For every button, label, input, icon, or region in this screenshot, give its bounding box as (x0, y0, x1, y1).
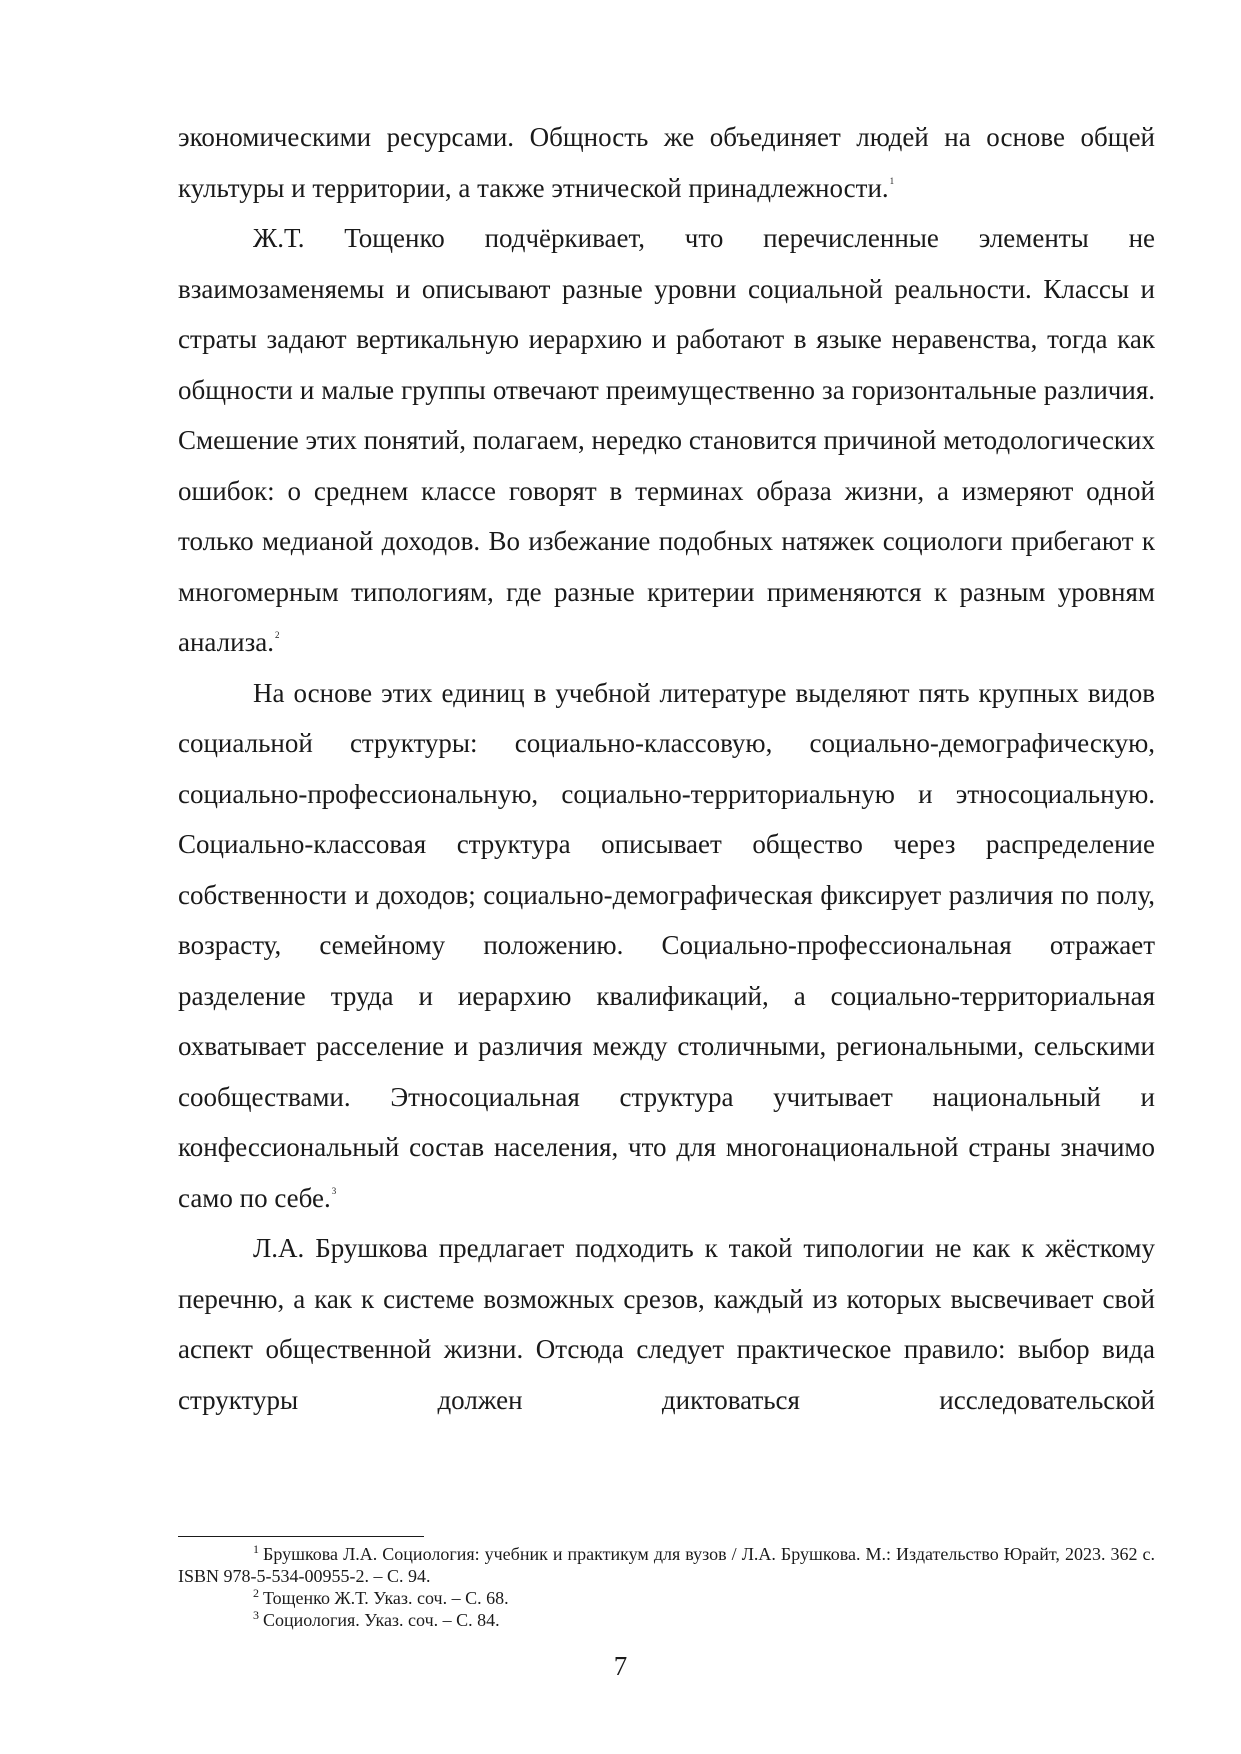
footnote-3-number: 3 (253, 1608, 259, 1622)
footnote-1-number: 1 (253, 1542, 259, 1556)
footnote-ref-2[interactable]: 2 (274, 630, 280, 640)
footnote-2-text: Тощенко Ж.Т. Указ. соч. – С. 68. (263, 1588, 509, 1608)
page-number: 7 (613, 1651, 628, 1681)
paragraph-1 (178, 112, 1155, 213)
footnote-3 (178, 1609, 1155, 1631)
footnote-2 (178, 1587, 1155, 1609)
paragraph-2 (178, 213, 1155, 668)
footnote-separator (178, 1536, 424, 1537)
footnote-2-number: 2 (253, 1586, 259, 1600)
footnotes (178, 1543, 1155, 1631)
footnote-3-text: Социология. Указ. соч. – С. 84. (263, 1610, 500, 1630)
body-text (178, 112, 1155, 1425)
paragraph-3-text: На основе этих единиц в учебной литературе выделяют пять крупных видов социальной структуры: социально-классовую, социально-демографическую, социально-профессиональную, социально-территориальную и этносоциальную. Социально-классовая структура описывает общество через распределение собственности и доходов; социально-демографическая фиксирует различия по полу, возрасту, семейному положению. Социально-профессиональная отражает разделение труда и иерархию квалификаций, а социально-территориальная охватывает расселение и различия между столичными, региональными, сельскими сообществами. Этносоциальная структура учитывает национальный и конфессиональный состав населения, что для многонациональной страны значимо само по себе. (178, 677, 1155, 1213)
footnote-ref-1[interactable]: 1 (889, 175, 895, 186)
footnote-ref-3[interactable]: 3 (331, 1185, 337, 1196)
paragraph-4-text: Л.А. Брушкова предлагает подходить к такой типологии не как к жёсткому перечню, а как к системе возможных срезов, каждый из которых высвечивает свой аспект общественной жизни. Отсюда следует практическое правило: выбор вида структуры должен диктоваться исследовательской (178, 1233, 1155, 1415)
paragraph-3 (178, 668, 1155, 1224)
footnote-1 (178, 1543, 1155, 1587)
paragraph-4 (178, 1223, 1155, 1425)
paragraph-2-text: Ж.Т. Тощенко подчёркивает, что перечисленные элементы не взаимозаменяемы и описывают разные уровни социальной реальности. Классы и страты задают вертикальную иерархию и работают в языке неравенства, тогда как общности и малые группы отвечают преимущественно за горизонтальные различия. Смешение этих понятий, полагаем, нередко становится причиной методологических ошибок: о среднем классе говорят в терминах образа жизни, а измеряют одной только медианой доходов. Во избежание подобных натяжек социологи прибегают к многомерным типологиям, где разные критерии применяются к разным уровням анализа. (178, 223, 1155, 657)
footnote-1-text: Брушкова Л.А. Социология: учебник и практикум для вузов / Л.А. Брушкова. М.: Издательство Юрайт, 2023. 362 с. ISBN 978-5-534-00955-2. – С. 94. (178, 1544, 1155, 1586)
paragraph-1-text: экономическими ресурсами. Общность же объединяет людей на основе общей культуры и территории, а также этнической принадлежности. (178, 122, 1155, 203)
